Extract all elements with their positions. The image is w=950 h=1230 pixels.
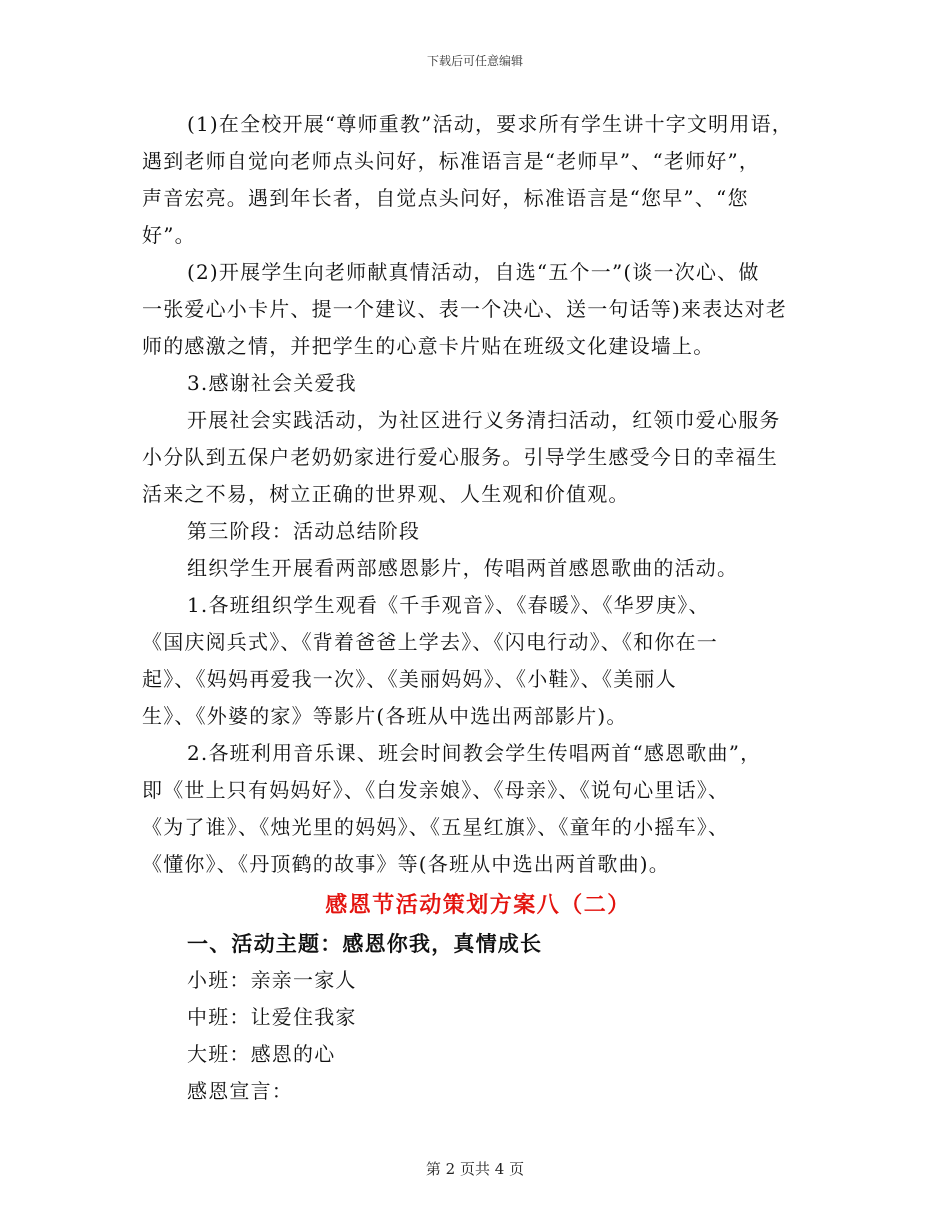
text-line: (1)在全校开展“尊师重教”活动，要求所有学生讲十字文明用语， <box>187 112 793 136</box>
text-line: 《国庆阅兵式》、《背着爸爸上学去》、《闪电行动》、《和你在一 <box>142 630 718 654</box>
text-line: 2.各班利用音乐课、班会时间教会学生传唱两首“感恩歌曲”， <box>187 741 762 765</box>
text-line: 生》、《外婆的家》等影片(各班从中选出两部影片)。 <box>142 704 628 728</box>
text-line: 起》、《妈妈再爱我一次》、《美丽妈妈》、《小鞋》、《美丽人 <box>142 667 677 691</box>
section-heading: 一、活动主题：感恩你我，真情成长 <box>187 931 543 956</box>
list-item: 感恩宣言： <box>187 1079 293 1103</box>
document-body <box>142 106 814 1110</box>
class-list <box>142 962 814 1110</box>
paragraph-respect-teachers <box>142 106 814 254</box>
list-item: 小班：亲亲一家人 <box>187 968 357 992</box>
list-item: 大班：感恩的心 <box>187 1042 336 1066</box>
text-line: (2)开展学生向老师献真情活动，自选“五个一”(谈一次心、做 <box>187 260 760 284</box>
text-line: 好”。 <box>142 223 196 247</box>
text-line: 一张爱心小卡片、提一个建议、表一个决心、送一句话等)来表达对老 <box>142 297 788 321</box>
section-title: 感恩节活动策划方案八（二） <box>325 892 631 918</box>
subheading-society-care: 3.感谢社会关爱我 <box>187 371 357 395</box>
paragraph-social-practice <box>142 402 814 513</box>
text-line: 1.各班组织学生观看《千手观音》、《春暖》、《华罗庚》、 <box>187 593 710 617</box>
paragraph-five-ones <box>142 254 814 365</box>
subheading-stage-three: 第三阶段：活动总结阶段 <box>187 519 421 543</box>
paragraph-songs <box>142 735 814 883</box>
text-line: 即《世上只有妈妈好》、《白发亲娘》、《母亲》、《说句心里话》、 <box>142 778 730 802</box>
list-item: 中班：让爱住我家 <box>187 1005 357 1029</box>
text-line: 活来之不易，树立正确的世界观、人生观和价值观。 <box>142 482 630 506</box>
text-line: 《懂你》、《丹顶鹤的故事》等(各班从中选出两首歌曲)。 <box>142 852 671 876</box>
text-line: 遇到老师自觉向老师点头问好，标准语言是“老师早”、“老师好”， <box>142 149 761 173</box>
text-line: 小分队到五保户老奶奶家进行爱心服务。引导学生感受今日的幸福生 <box>142 445 778 469</box>
text-line: 师的感激之情，并把学生的心意卡片贴在班级文化建设墙上。 <box>142 334 715 358</box>
text-line: 《为了谁》、《烛光里的妈妈》、《五星红旗》、《童年的小摇车》、 <box>142 815 730 839</box>
page-header: 下载后可任意编辑 <box>426 54 523 68</box>
paragraph-films <box>142 587 814 735</box>
text-line: 声音宏亮。遇到年长者，自觉点头问好，标准语言是“您早”、“您 <box>142 186 749 210</box>
paragraph-summary-intro: 组织学生开展看两部感恩影片，传唱两首感恩歌曲的活动。 <box>187 556 739 580</box>
page-footer: 第 2 页共 4 页 <box>425 1160 525 1178</box>
text-line: 开展社会实践活动，为社区进行义务清扫活动，红领巾爱心服务 <box>187 408 781 432</box>
